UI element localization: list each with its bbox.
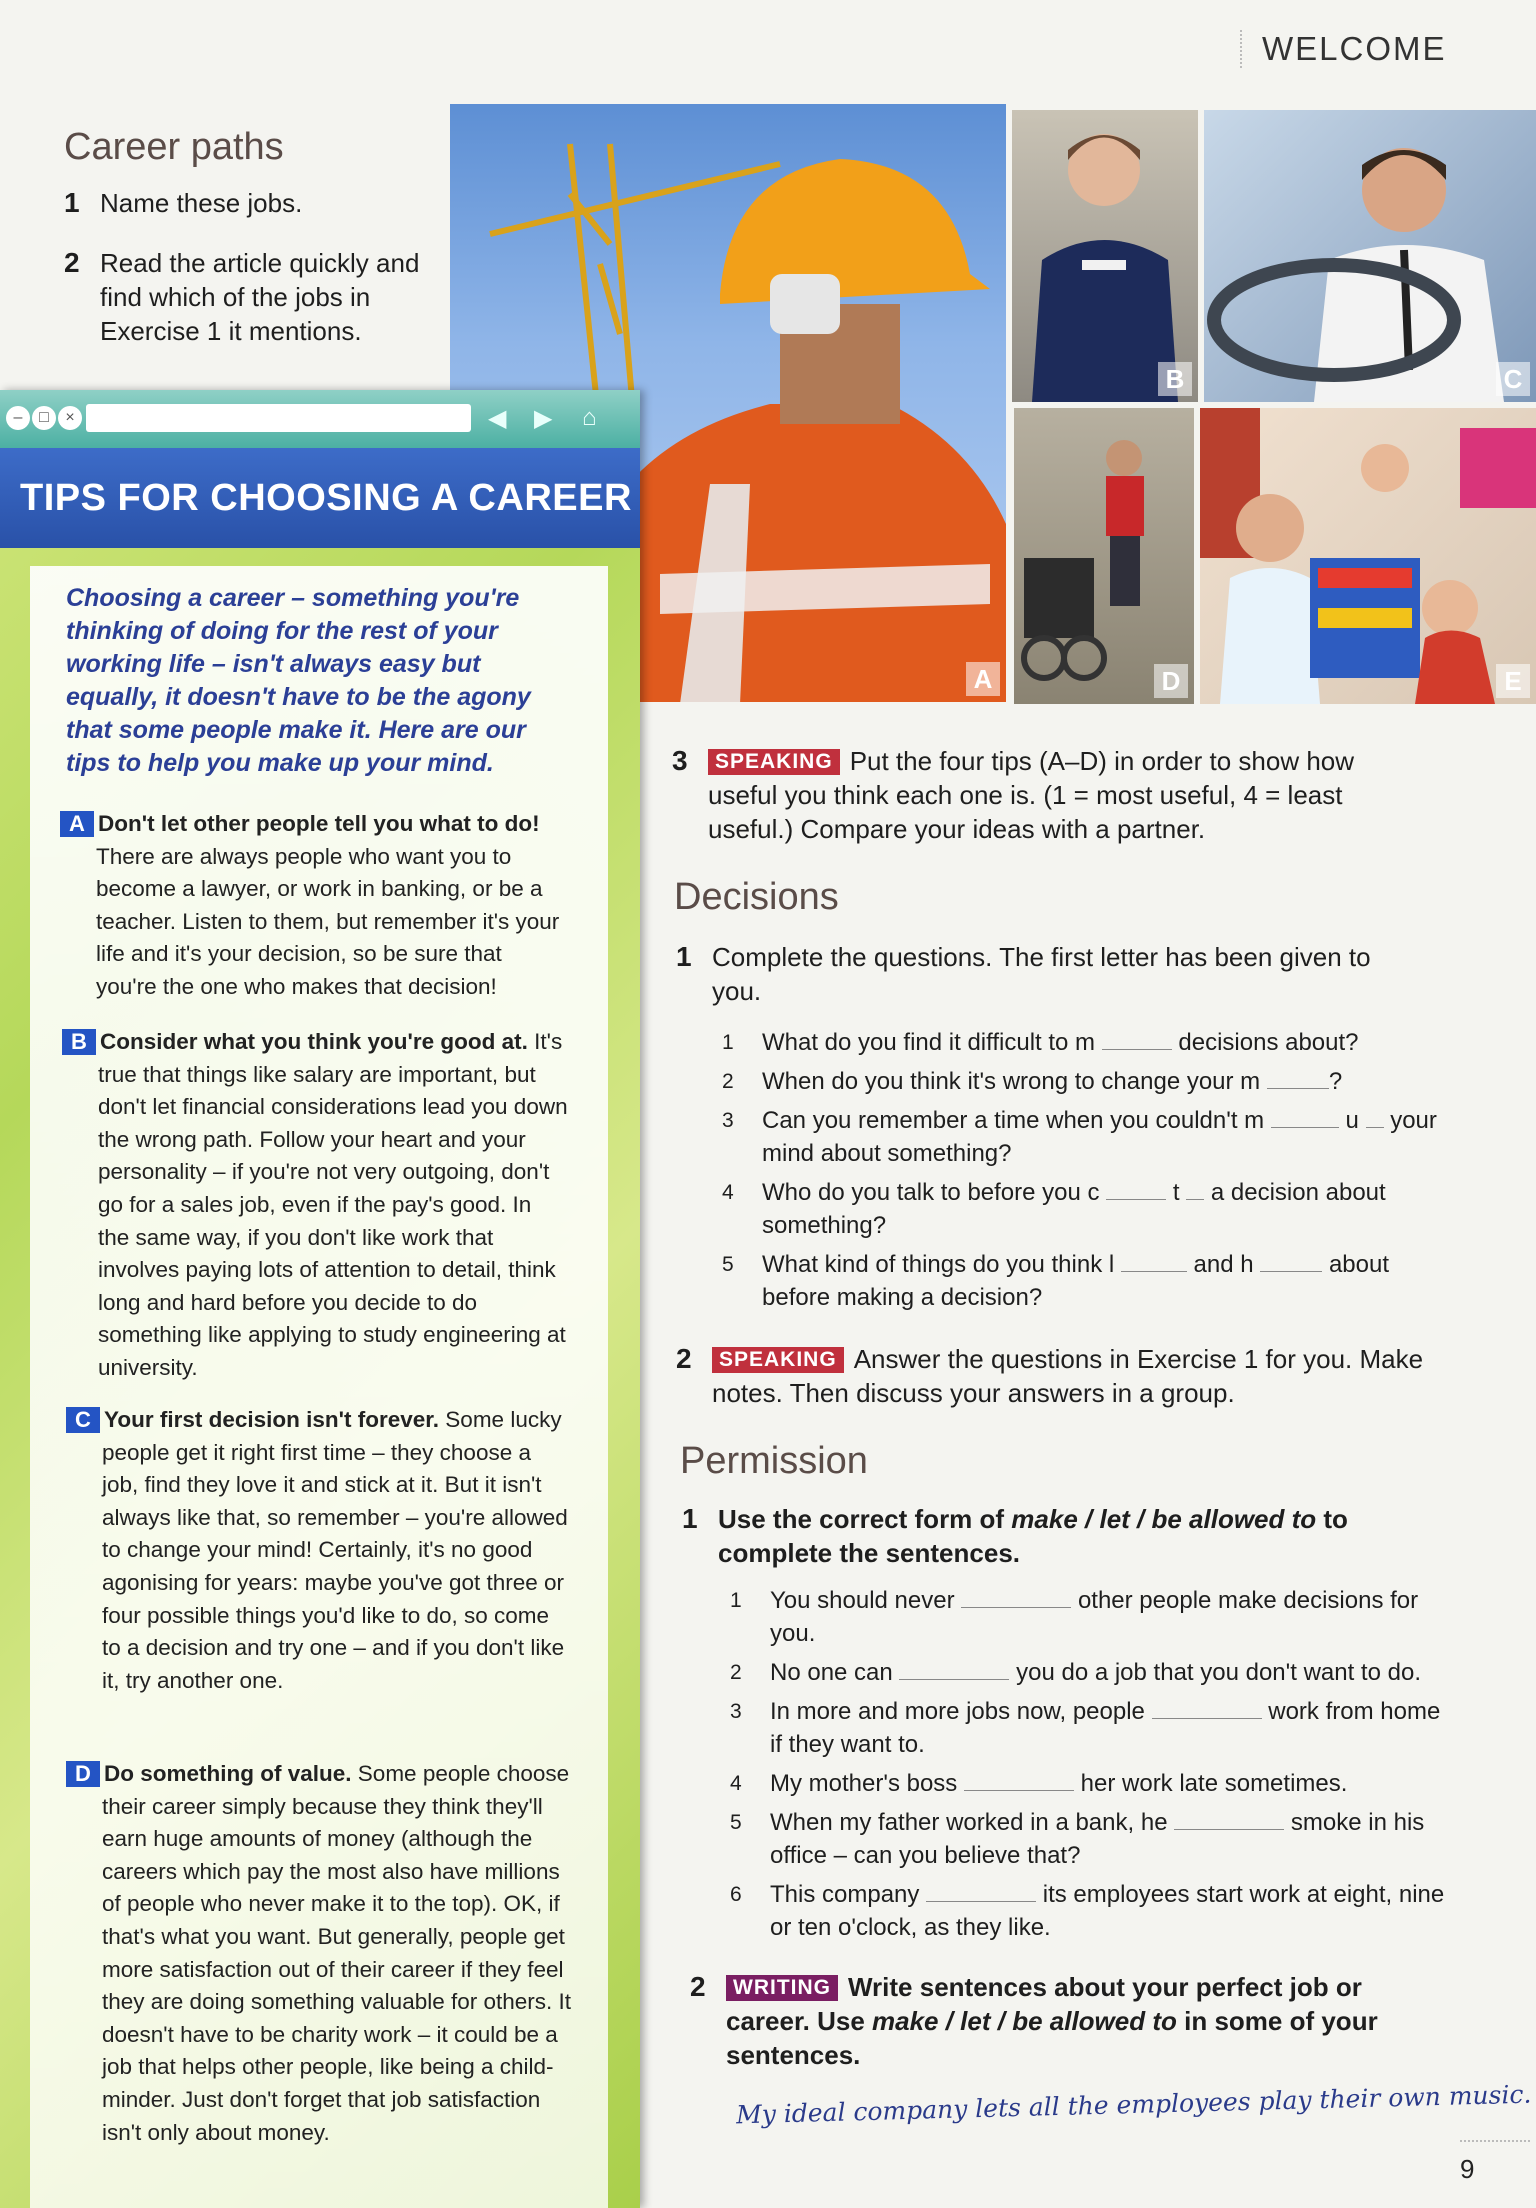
decisions-exercise-2 (676, 1342, 1456, 1410)
answer-blank[interactable] (1271, 1109, 1339, 1128)
forward-arrow-icon[interactable]: ▶ (534, 405, 553, 432)
tip-body: It's true that things like salary are important, but don't let financial considerations lead you down the wrong path. Follow your heart and your personality – if you're not very outgoing, don't go for a sales job, even if the pay's good. In the same way, if you don't like work that involves paying lots of attention to detail, think long and hard before you decide to do something like applying to study engineering at university. (98, 1029, 568, 1380)
exercise-text: Read the article quickly and find which of the jobs in Exercise 1 it mentions. (100, 248, 420, 346)
browser-toolbar (0, 390, 640, 448)
photo-bus-driver (1204, 110, 1536, 402)
answer-blank[interactable] (1121, 1253, 1187, 1272)
bus-driver-illustration (1204, 110, 1536, 402)
list-item: 6 This company its employees start work at eight, nine or ten o'clock, as they like. (730, 1881, 1445, 1941)
speaking-badge: SPEAKING (712, 1347, 844, 1373)
permission-title: Permission (680, 1440, 868, 1482)
decisions-title: Decisions (674, 876, 839, 918)
answer-blank[interactable] (1174, 1811, 1284, 1830)
page-number: 9 (1460, 2140, 1530, 2185)
speaking-badge: SPEAKING (708, 749, 840, 775)
article-panel (0, 390, 640, 2208)
tip-c (75, 1404, 572, 1697)
photo-nurse (1012, 110, 1198, 402)
photo-tag: D (1154, 664, 1188, 698)
section-label: WELCOME (1240, 30, 1522, 68)
answer-blank[interactable] (964, 1772, 1074, 1791)
exercise-text: Use the correct form of make / let / be allowed to to complete the sentences. (718, 1504, 1348, 1568)
writing-badge: WRITING (726, 1975, 838, 2001)
minimize-icon[interactable]: – (6, 406, 30, 430)
tip-heading: Do something of value. (104, 1761, 352, 1786)
address-bar[interactable] (86, 404, 471, 432)
exercise-text: Put the four tips (A–D) in order to show how useful you think each one is. (1 = most useful, 4 = least useful.) Compare your ideas with a partner. (708, 746, 1355, 844)
permission-exercise-2 (690, 1970, 1460, 2072)
tip-heading: Don't let other people tell you what to do! (98, 811, 540, 836)
tip-heading: Your first decision isn't forever. (104, 1407, 440, 1432)
career-paths-title: Career paths (64, 126, 284, 168)
decisions-items (722, 1026, 1442, 1320)
article-title: TIPS FOR CHOOSING A CAREER (0, 448, 640, 548)
list-item: 5 When my father worked in a bank, he smoke in his office – can you believe that? (730, 1809, 1425, 1869)
list-item: 4 Who do you talk to before you c t a decision about something? (722, 1179, 1386, 1239)
street-cleaner-illustration (1014, 408, 1194, 704)
tip-b (71, 1026, 568, 1385)
decisions-exercise-1 (676, 940, 1456, 1008)
answer-blank[interactable] (1152, 1700, 1262, 1719)
exercise-number: 1 (64, 187, 80, 218)
photo-tag: B (1158, 362, 1192, 396)
list-item: 4 My mother's boss her work late sometimes. (730, 1770, 1348, 1797)
tip-body: Some people choose their career simply because they think they'll earn huge amounts of money (although the careers which pay the most also have millions of people who never make it to the top). OK, if that's what you want. But generally, people get more satisfaction out of their career if they feel they are doing something valuable for others. It doesn't have to be charity work – it could be a job that helps other people, like being a child-minder. Just don't forget that job satisfaction isn't only about money. (102, 1761, 572, 2145)
nursery-teacher-illustration (1200, 408, 1536, 704)
exercise-3 (672, 744, 1452, 846)
home-icon[interactable]: ⌂ (582, 404, 597, 431)
tip-letter-badge: A (60, 811, 94, 837)
answer-blank[interactable] (1102, 1031, 1172, 1050)
tip-letter-badge: D (66, 1761, 100, 1787)
list-item: 2 No one can you do a job that you don't want to do. (730, 1659, 1421, 1686)
exercise-text: Complete the questions. The first letter has been given to you. (712, 942, 1371, 1006)
answer-blank[interactable] (926, 1883, 1036, 1902)
tip-d (75, 1758, 572, 2149)
tip-letter-badge: C (66, 1407, 100, 1433)
exercise-text: Answer the questions in Exercise 1 for you. Make notes. Then discuss your answers in a group. (712, 1344, 1424, 1408)
photo-tag: C (1496, 362, 1530, 396)
list-item: 3 In more and more jobs now, people work from home if they want to. (730, 1698, 1441, 1758)
answer-blank[interactable] (1267, 1070, 1329, 1089)
list-item: 1 What do you find it difficult to m decisions about? (722, 1029, 1359, 1056)
list-item: 3 Can you remember a time when you couldn't m u your mind about something? (722, 1107, 1437, 1167)
photo-tag: A (966, 662, 1000, 696)
tip-body: There are always people who want you to become a lawyer, or work in banking, or be a teacher. Listen to them, but remember it's your life and it's your decision, so be sure that you're the one who makes that decision! (96, 843, 560, 999)
answer-blank[interactable] (1260, 1253, 1322, 1272)
career-paths-exercise-1 (64, 186, 444, 220)
tip-letter-badge: B (62, 1029, 96, 1055)
tip-heading: Consider what you think you're good at. (100, 1029, 528, 1054)
exercise-number: 1 (682, 1503, 698, 1534)
answer-blank[interactable] (1366, 1109, 1384, 1128)
answer-blank[interactable] (1106, 1181, 1166, 1200)
permission-exercise-1 (682, 1502, 1462, 1570)
answer-blank[interactable] (899, 1661, 1009, 1680)
career-paths-exercise-2 (64, 246, 444, 348)
exercise-number: 1 (676, 941, 692, 972)
photo-tag: E (1496, 664, 1530, 698)
exercise-number: 2 (676, 1343, 692, 1374)
tip-body: Some lucky people get it right first time – they choose a job, find they love it and stick at it. But it isn't always like that, so remember – you're allowed to change your mind! Certainly, it's no good agonising for years: maybe you've got three or four possible things you'd like to do, so come to a decision and try one – and if you don't like it, try another one. (102, 1407, 568, 1693)
exercise-number: 2 (690, 1971, 706, 2002)
close-icon[interactable]: × (58, 406, 82, 430)
exercise-text: Write sentences about your perfect job or career. Use make / let / be allowed to in some of your sentences. (726, 1972, 1378, 2070)
list-item: 1 You should never other people make decisions for you. (730, 1587, 1419, 1647)
permission-items (730, 1584, 1454, 1950)
model-answer: My ideal company lets all the employees play their own music. (735, 2079, 1532, 2130)
answer-blank[interactable] (1186, 1181, 1204, 1200)
list-item: 5 What kind of things do you think l and h about before making a decision? (722, 1251, 1390, 1311)
maximize-icon[interactable]: □ (32, 406, 56, 430)
back-arrow-icon[interactable]: ◀ (488, 405, 507, 432)
nurse-illustration (1012, 110, 1198, 402)
exercise-number: 2 (64, 247, 80, 278)
photo-street-cleaner (1014, 408, 1194, 704)
tip-a (69, 808, 566, 1004)
photo-nursery-teacher (1200, 408, 1536, 704)
exercise-number: 3 (672, 745, 688, 776)
article-intro: Choosing a career – something you're thinking of doing for the rest of your working life – isn't always easy but equally, it doesn't have to be the agony that some people make it. Here are our tips to help you make up your mind. (66, 584, 531, 777)
list-item: 2 When do you think it's wrong to change your m ? (722, 1068, 1343, 1095)
exercise-text: Name these jobs. (100, 188, 303, 218)
answer-blank[interactable] (961, 1589, 1071, 1608)
